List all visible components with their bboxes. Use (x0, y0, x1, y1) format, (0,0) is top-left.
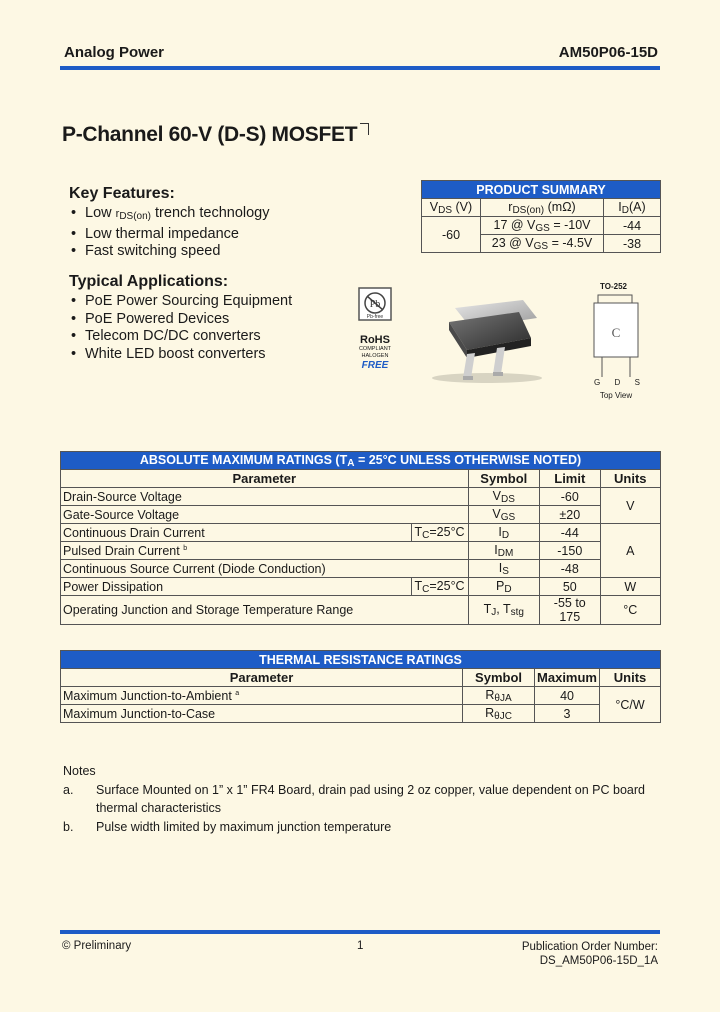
param-cell: Continuous Source Current (Diode Conduction) (61, 560, 469, 578)
rds-value: 17 @ V (493, 217, 536, 232)
col-maximum: Maximum (535, 669, 600, 687)
note-text: Pulse width limited by maximum junction temperature (96, 819, 392, 834)
units-cell: V (600, 488, 661, 524)
max-cell: 3 (535, 705, 600, 723)
publication-info (522, 940, 658, 968)
note-item (63, 781, 656, 818)
col-parameter: Parameter (61, 470, 469, 488)
to252-outline-icon (588, 291, 644, 379)
table-row (61, 524, 661, 542)
feature-text: Low (85, 205, 116, 221)
abs-max-title-sub: A (347, 457, 355, 469)
header-rule (60, 66, 660, 70)
col-rds (481, 199, 604, 217)
thermal-title: THERMAL RESISTANCE RATINGS (61, 651, 661, 669)
company-name: Analog Power (64, 44, 165, 61)
list-item (69, 205, 270, 226)
pb-label: Pb (369, 299, 381, 310)
col-id (604, 199, 661, 217)
symbol-sub: S (502, 565, 509, 577)
symbol-text: R (485, 705, 495, 720)
part-number: AM50P06-15D (558, 44, 658, 61)
cond-text: T (414, 524, 423, 539)
col-units: Units (600, 669, 661, 687)
param-cell: Power Dissipation (61, 578, 412, 596)
col-id-sub: D (621, 204, 630, 216)
col-limit: Limit (540, 470, 600, 488)
pb-free-icon (358, 287, 392, 327)
param-cell (61, 542, 469, 560)
param-text: Pulsed Drain Current (63, 543, 180, 558)
publication-number: DS_AM50P06-15D_1A (539, 955, 658, 967)
rds-subscript: DS(on) (119, 211, 151, 222)
max-cell: 40 (535, 687, 600, 705)
pin-s-label: S (634, 378, 640, 387)
note-text: Surface Mounted on 1” x 1” FR4 Board, drain pad using 2 oz copper, value dependent on PC board thermal characteristics (96, 782, 645, 815)
product-summary-table (421, 180, 661, 253)
note-label: b. (63, 819, 74, 834)
footer-rule (60, 930, 660, 934)
key-features (69, 185, 270, 261)
limit-cell: 50 (540, 578, 600, 596)
symbol-sub: θJC (494, 710, 512, 722)
list-item: • Low thermal impedance (69, 226, 270, 244)
symbol-sub: θJA (494, 692, 512, 704)
feature-text: trench technology (151, 205, 270, 221)
symbol-text: V (492, 488, 501, 503)
col-vds-sub: DS (438, 204, 453, 216)
param-cell: Drain-Source Voltage (61, 488, 469, 506)
param-cell: Gate-Source Voltage (61, 506, 469, 524)
rohs-logo (352, 287, 398, 371)
col-rds-sym: r (508, 199, 513, 214)
table-row (61, 560, 661, 578)
limit-cell: -60 (540, 488, 600, 506)
param-text: Maximum Junction-to-Ambient (63, 688, 232, 703)
col-parameter: Parameter (61, 669, 463, 687)
id-value: -44 (604, 217, 661, 235)
condition-cell (411, 578, 468, 596)
table-row (61, 506, 661, 524)
symbol-sub: D (504, 583, 512, 595)
symbol-text: I (498, 560, 503, 575)
table-row (61, 687, 661, 705)
footer-preliminary: © Preliminary (62, 940, 132, 952)
param-cell: Continuous Drain Current (61, 524, 412, 542)
abs-max-title (61, 452, 661, 470)
footnote-sup: a (235, 689, 240, 697)
pb-free-label: Pb-free (366, 314, 384, 320)
table-row (61, 578, 661, 596)
col-symbol: Symbol (463, 669, 535, 687)
symbol-cell (463, 705, 535, 723)
symbol-text: I (494, 542, 498, 557)
package-diagram (588, 282, 644, 400)
symbol-cell (468, 524, 540, 542)
thermal-table (60, 650, 661, 723)
units-cell: °C (600, 596, 661, 625)
list-item: • PoE Powered Devices (69, 311, 292, 329)
symbol-sub: D (501, 529, 510, 541)
pin-g-label: G (594, 378, 601, 387)
rds-cell (481, 235, 604, 253)
note-label: a. (63, 782, 74, 797)
cond-text: =25°C (429, 578, 465, 593)
col-vds-sym: V (429, 199, 439, 214)
symbol-cell (468, 560, 540, 578)
pin-center-label: C (611, 325, 621, 340)
table-row (61, 542, 661, 560)
symbol-text: P (496, 578, 505, 593)
page-title-text: P-Channel 60-V (D-S) MOSFET (62, 123, 358, 146)
page-title (62, 123, 369, 147)
list-item: • Telecom DC/DC converters (69, 328, 292, 346)
symbol-cell (468, 542, 540, 560)
package-image (427, 292, 547, 384)
id-value: -38 (604, 235, 661, 253)
applications-heading: Typical Applications: (69, 273, 229, 290)
table-row (61, 488, 661, 506)
list-item: • White LED boost converters (69, 346, 292, 364)
symbol-cell (468, 506, 540, 524)
cond-sub: C (422, 529, 430, 541)
rohs-halogen: HALOGEN (361, 353, 389, 359)
key-features-heading: Key Features: (69, 185, 175, 202)
applications-list (69, 293, 292, 363)
rohs-free: FREE (361, 360, 389, 371)
publication-label: Publication Order Number: (521, 941, 658, 953)
key-features-list (69, 205, 270, 261)
limit-cell: -150 (540, 542, 600, 560)
cond-sub: C (422, 583, 430, 595)
param-cell: Operating Junction and Storage Temperature Range (61, 596, 469, 625)
units-cell: A (600, 524, 661, 578)
notes-heading: Notes (63, 764, 96, 778)
rds-symbol: r (115, 208, 120, 220)
top-view-label: Top View (599, 391, 633, 400)
footnote-sup: b (183, 544, 188, 552)
list-item: • PoE Power Sourcing Equipment (69, 293, 292, 311)
rds-value: 23 @ V (491, 235, 534, 250)
typical-applications (69, 273, 292, 363)
col-rds-sub: DS(on) (512, 204, 545, 216)
rohs-compliant: COMPLIANT (358, 346, 392, 352)
abs-max-title-post: = 25°C UNLESS OTHERWISE NOTED) (354, 452, 582, 467)
symbol-cell (468, 578, 540, 596)
symbol-sub: GS (500, 511, 516, 523)
col-symbol: Symbol (468, 470, 540, 488)
units-cell: W (600, 578, 661, 596)
package-name: TO-252 (600, 282, 627, 291)
abs-max-table (60, 451, 661, 625)
rohs-label: RoHS (360, 334, 390, 346)
limit-cell: ±20 (540, 506, 600, 524)
pin-d-label: D (614, 378, 621, 387)
rds-cond-sub: GS (535, 222, 550, 234)
symbol-cell (468, 488, 540, 506)
col-vds (422, 199, 481, 217)
symbol-sub: J (491, 607, 497, 618)
list-item: • Fast switching speed (69, 243, 270, 261)
pin-labels (594, 378, 640, 387)
col-vds-unit: (V) (452, 199, 473, 214)
abs-max-title-pre: ABSOLUTE MAXIMUM RATINGS (T (139, 452, 348, 467)
cond-text: T (414, 578, 423, 593)
rds-cell (481, 217, 604, 235)
notes (63, 762, 656, 836)
limit-cell: -44 (540, 524, 600, 542)
vds-value: -60 (422, 217, 481, 253)
col-units: Units (600, 470, 661, 488)
units-cell: °C/W (600, 687, 661, 723)
page-number: 1 (357, 940, 364, 952)
col-id-sym: I (618, 199, 622, 214)
symbol-cell (468, 596, 540, 625)
symbol-text: , T (496, 602, 511, 616)
symbol-sub: DM (497, 547, 514, 559)
param-cell: Maximum Junction-to-Case (61, 705, 463, 723)
table-row (61, 596, 661, 625)
rds-cond: = -4.5V (548, 235, 593, 250)
rds-cond: = -10V (549, 217, 591, 232)
title-glyph-icon (360, 123, 369, 135)
rds-cond-sub: GS (533, 240, 549, 252)
symbol-text: I (498, 524, 502, 539)
symbol-text: T (483, 602, 492, 616)
cond-text: =25°C (429, 524, 465, 539)
table-row (61, 705, 661, 723)
condition-cell (411, 524, 468, 542)
col-rds-unit: (mΩ) (544, 199, 576, 214)
limit-cell: -55 to 175 (540, 596, 600, 625)
limit-cell: -48 (540, 560, 600, 578)
symbol-sub: stg (510, 607, 524, 618)
symbol-text: V (492, 506, 501, 521)
product-summary-title: PRODUCT SUMMARY (422, 181, 661, 199)
param-cell (61, 687, 463, 705)
symbol-sub: DS (501, 493, 515, 505)
symbol-text: R (485, 687, 495, 702)
col-id-unit: (A) (629, 199, 646, 214)
note-item (63, 818, 656, 837)
symbol-cell (463, 687, 535, 705)
